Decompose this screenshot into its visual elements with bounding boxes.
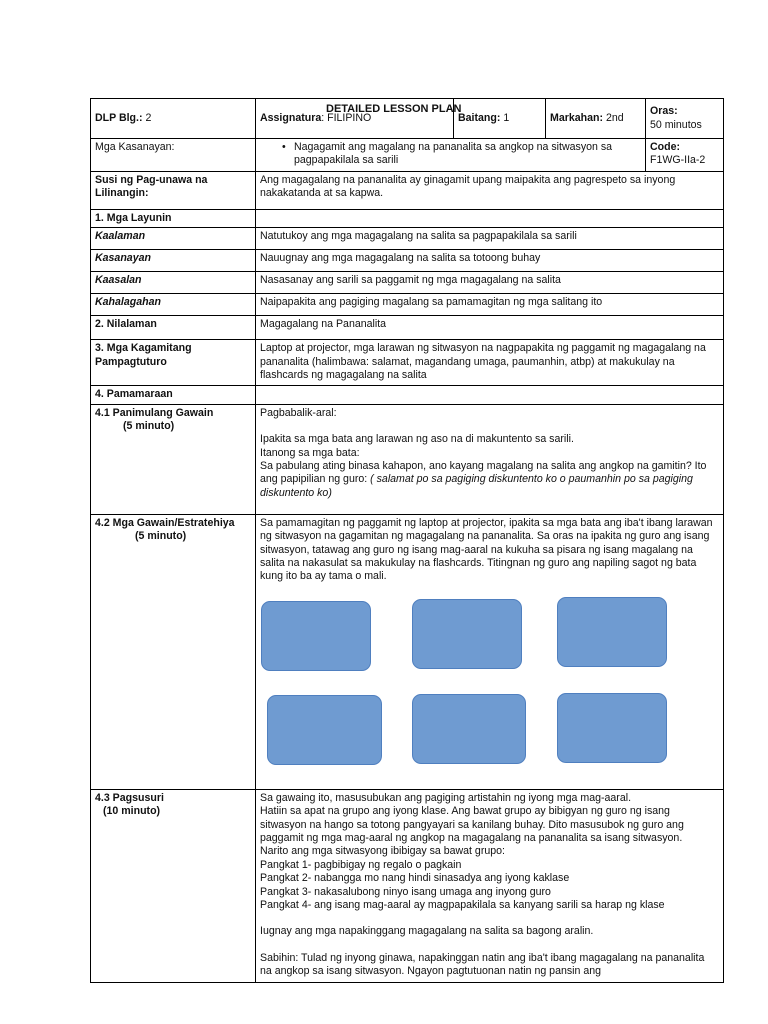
kaalaman-text: Natutukoy ang mga magagalang na salita sa pagpapakilala sa sarili <box>256 228 724 250</box>
gawain-label-cell <box>91 514 256 789</box>
pamamaraan-row <box>91 386 724 404</box>
gawain-time: (5 minuto) <box>135 530 187 543</box>
baitang-cell <box>454 99 546 139</box>
layunin-label: 1. Mga Layunin <box>91 210 256 228</box>
pagsusuri-label: 4.3 Pagsusuri <box>95 791 164 804</box>
kagamitan-label: 3. Mga Kagamitang Pampagtuturo <box>91 340 256 386</box>
dlp-value: 2 <box>145 111 152 124</box>
pamamaraan-label: 4. Pamamaraan <box>91 386 256 404</box>
pagsusuri-label-cell <box>91 789 256 982</box>
header-row <box>91 99 724 139</box>
susi-text: Ang magagalang na pananalita ay ginagamit upang maipakita ang pagrespeto sa inyong nakakatanda at sa kapwa. <box>256 172 724 210</box>
situation-card <box>261 601 371 671</box>
code-value: F1WG-IIa-2 <box>650 154 706 167</box>
kasanayan-objective-label: Kasanayan <box>91 250 256 272</box>
pagsusuri-time: (10 minuto) <box>103 805 161 818</box>
assignatura-label: Assignatura <box>260 111 322 124</box>
panimula-label: 4.1 Panimulang Gawain <box>95 406 214 419</box>
code-label: Code: <box>650 141 681 153</box>
panimula-p4: Sa pabulang ating binasa kahapon, ano kayang magalang na salita ang angkop na gamitin? Ito ang papipilian ng guro: <box>260 460 707 486</box>
kaasalan-label: Kaasalan <box>91 272 256 294</box>
situation-card <box>267 695 382 765</box>
gawain-label: 4.2 Mga Gawain/Estratehiya <box>95 516 235 529</box>
kasanayan-objective-text: Nauugnay ang mga magagalang na salita sa totoong buhay <box>256 250 724 272</box>
pamamaraan-empty <box>256 386 724 404</box>
baitang-value: 1 <box>503 111 510 124</box>
kasanayan-row <box>91 139 724 172</box>
situation-card <box>557 693 667 763</box>
lesson-plan-table <box>90 98 724 983</box>
oras-cell <box>646 99 724 139</box>
markahan-cell <box>546 99 646 139</box>
oras-value: 50 minutos <box>650 118 702 131</box>
panimula-p3: Itanong sa mga bata: <box>260 446 360 459</box>
assignatura-value: : FILIPINO <box>321 111 372 124</box>
pagsusuri-p3: Sabihin: Tulad ng inyong ginawa, napakinggan natin ang iba't ibang magagalang na pananalita na angkop sa isang sitwasyon. Ngayon pagtutuonan natin ng pansin ang <box>260 951 705 978</box>
panimula-p2: Ipakita sa mga bata ang larawan ng aso na di makuntento sa sarili. <box>260 433 574 446</box>
gawain-content <box>256 514 724 789</box>
baitang-label: Baitang: <box>458 111 501 124</box>
kagamitan-row <box>91 340 724 386</box>
situation-card <box>557 597 667 667</box>
kahalagahan-row <box>91 294 724 316</box>
dlp-cell <box>91 99 256 139</box>
susi-label: Susi ng Pag-unawa na Lilinangin: <box>91 172 256 210</box>
dlp-label: DLP Blg.: <box>95 111 143 124</box>
nilalaman-text: Magagalang na Pananalita <box>256 316 724 340</box>
kaasalan-text: Nasasanay ang sarili sa paggamit ng mga magagalang na salita <box>256 272 724 294</box>
gawain-row <box>91 514 724 789</box>
panimula-label-cell <box>91 404 256 514</box>
markahan-label: Markahan: <box>550 111 603 124</box>
kasanayan-label: Mga Kasanayan: <box>91 139 256 172</box>
panimula-p4-wrap <box>260 460 719 500</box>
situation-card <box>412 599 522 669</box>
gawain-text: Sa pamamagitan ng paggamit ng laptop at projector, ipakita sa mga bata ang iba't ibang larawan ng sitwasyon na gagamitan ng magagalang na pananalita. Sa oras na ipakita ng guro ang isang sitwasyon, tatawag ang guro ng isang mag-aaral na kukuha sa pisara ng isang magalang na salita na nakasulat sa makukulay na flashcards. Titingnan ng guro ang napiling sagot ng bata kung ito ba ay tama o mali. <box>260 516 713 583</box>
kaalaman-row <box>91 228 724 250</box>
panimula-time: (5 minuto) <box>123 420 175 433</box>
kahalagahan-label: Kahalagahan <box>91 294 256 316</box>
kaalaman-label: Kaalaman <box>91 228 256 250</box>
pagsusuri-row <box>91 789 724 982</box>
panimula-content <box>256 404 724 514</box>
assignatura-cell <box>256 99 454 139</box>
markahan-value: 2nd <box>605 111 624 124</box>
susi-row <box>91 172 724 210</box>
panimula-row <box>91 404 724 514</box>
oras-label: Oras: <box>650 105 678 118</box>
situation-cards <box>260 584 719 774</box>
code-cell <box>646 139 724 172</box>
layunin-row <box>91 210 724 228</box>
kasanayan-objective-row <box>91 250 724 272</box>
pagsusuri-p2: Iugnay ang mga napakinggang magagalang na salita sa bagong aralin. <box>260 925 594 938</box>
kasanayan-bullet: • Nagagamit ang magalang na pananalita sa angkop na sitwasyon sa pagpapakilala sa sarili <box>260 141 641 168</box>
kahalagahan-text: Naipapakita ang pagiging magalang sa pamamagitan ng mga salitang ito <box>256 294 724 316</box>
kagamitan-text: Laptop at projector, mga larawan ng sitwasyon na nagpapakita ng paggamit ng magagalang na pananalita (halimbawa: salamat, magandang umaga, paumanhin, atbp) at makukulay na flashcards ng magagalang na salita <box>256 340 724 386</box>
nilalaman-row <box>91 316 724 340</box>
panimula-p4-choices: ( salamat po sa pagiging diskuntento ko o paumanhin po sa pagiging diskuntento ko) <box>260 473 693 499</box>
pagsusuri-p1: Sa gawaing ito, masusubukan ang pagiging artistahin ng iyong mga mag-aaral. Hatiin sa apat na grupo ang iyong klase. Ang bawat grupo ay bibigyan ng guro ng isang sitwasyon na hango sa totong pangyayari sa kanilang buhay. Dito masusubok ng guro ang paggamit ng mga mag-aaral ng angkop na magagalang na pananalita sa isang sitwasyon. Narito ang mga sitwasyong ibibigay sa bawat grupo: Pangkat 1- pagbibigay ng regalo o pagkain Pangkat 2- nabangga mo nang hindi sinasadya ang iyong kaklase Pangkat 3- nakasalubong ninyo isang umaga ang inyong guro Pangkat 4- ang isang mag-aaral ay magpapakilala sa kanyang sarili sa harap ng klase <box>260 791 684 912</box>
situation-card <box>412 694 526 764</box>
layunin-empty <box>256 210 724 228</box>
page-title: DETAILED LESSON PLAN <box>326 103 462 115</box>
kasanayan-content <box>256 139 646 172</box>
panimula-p1: Pagbabalik-aral: <box>260 406 337 419</box>
kaasalan-row <box>91 272 724 294</box>
pagsusuri-content <box>256 789 724 982</box>
nilalaman-label: 2. Nilalaman <box>91 316 256 340</box>
